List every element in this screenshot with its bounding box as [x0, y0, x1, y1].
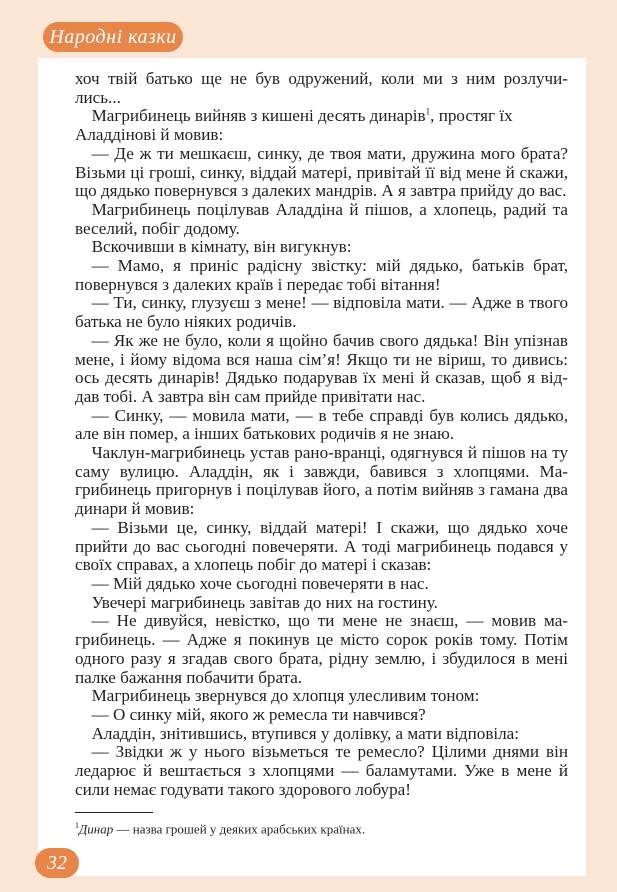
paragraph: — Не дивуйся, невістко, що ти мене не знаєш, — мовив ма-грибинець. — Адже я покинув це місто сорок років тому. Потім одного разу я згадав свого брата, рідну землю, і збудилося в мені палке бажання побачити брата.: [75, 611, 568, 687]
story-text: [75, 70, 568, 799]
paragraph: Магрибинець звернувся до хлопця улесливим тоном:: [91, 686, 480, 706]
paragraph: Вскочивши в кімнату, він вигукнув:: [91, 237, 352, 257]
paragraph: — Ти, синку, глузуєш з мене! — відповіла мати. — Адже в твого батька не було ніяких родичів.: [75, 293, 568, 332]
paragraph: Увечері магрибинець завітав до них на гостину.: [91, 592, 438, 612]
paragraph: — Синку, — мовила мати, — в тебе справді був колись дядько, але він помер, а інших батькових родичів я не знаю.: [75, 405, 568, 444]
section-title: Народні казки: [49, 26, 177, 48]
page-number-badge: [35, 848, 79, 878]
footnote-term: Динар: [79, 821, 114, 837]
paragraph: Магрибинець поцілував Аладдіна й пішов, а хлопець, радий та веселий, побіг додому.: [75, 199, 568, 238]
paragraph: — Звідки ж у нього візьметься те ремесло? Цілими днями він ледарює й вештається з хлопцями — баламутами. Уже в мене й сили немає годувати такого здорового лобура!: [75, 742, 568, 799]
paragraph: — Де ж ти мешкаєш, синку, де твоя мати, дружина мого брата? Візьми ці гроші, синку, віддай матері, привітай її від мене й скажи, що дядько повернувся з далеких мандрів. А я завтра прийду до вас.: [75, 143, 568, 201]
footnote-ref: 1: [425, 106, 431, 117]
paragraph: Аладдін, знітившись, втупився у долівку, а мати відповіла:: [91, 723, 520, 743]
paragraph: [75, 107, 568, 126]
paragraph: — Мій дядько хоче сьогодні повечеряти в нас.: [91, 573, 429, 593]
footnote-divider: [75, 812, 153, 813]
paragraph-text: Магрибинець вийняв з кишені десять динарів: [91, 106, 426, 126]
paragraph: — Мамо, я приніс радісну звістку: мій дядько, батьків брат, повернувся з далеких країв і передає тобі вітання!: [75, 256, 568, 294]
paragraph: Аладдінові й мовив:: [75, 125, 224, 145]
footnote-text: — назва грошей у деяких арабських країнах.: [113, 821, 366, 837]
footnote: [75, 818, 555, 837]
paragraph: — Візьми це, синку, віддай матері! І скажи, що дядько хоче прийти до вас сьогодні повечеряти. А тоді магрибинець подався у своїх справах, а хлопець побіг до матері і сказав:: [75, 517, 568, 575]
paragraph: — Як же не було, коли я щойно бачив свого дядька! Він упізнав мене, і йому відома вся наша сім’я! Якщо ти не віриш, то дивись: ось десять динарів! Дядько подарував їх мені й сказав, щоб я від-дав тобі. А завтра він сам прийде привітати нас.: [75, 330, 568, 406]
section-title-tab: [43, 22, 183, 52]
paragraph: — О синку мій, якого ж ремесла ти навчився?: [91, 704, 426, 724]
footnote-marker: 1: [75, 821, 79, 830]
paragraph: хоч твій батько ще не був одружений, коли ми з ним розлучи-лись...: [75, 69, 568, 107]
page-number: 32: [47, 852, 67, 874]
paragraph-text-tail: , простяг їх: [430, 106, 513, 126]
paragraph: Чаклун-магрибинець устав рано-вранці, одягнувся й пішов на ту саму вулицю. Аладдін, як і завжди, бавився з хлопцями. Ма-грибинець пригорнув і поцілував його, а потім вийняв з гамана два динари й мовив:: [75, 443, 568, 519]
